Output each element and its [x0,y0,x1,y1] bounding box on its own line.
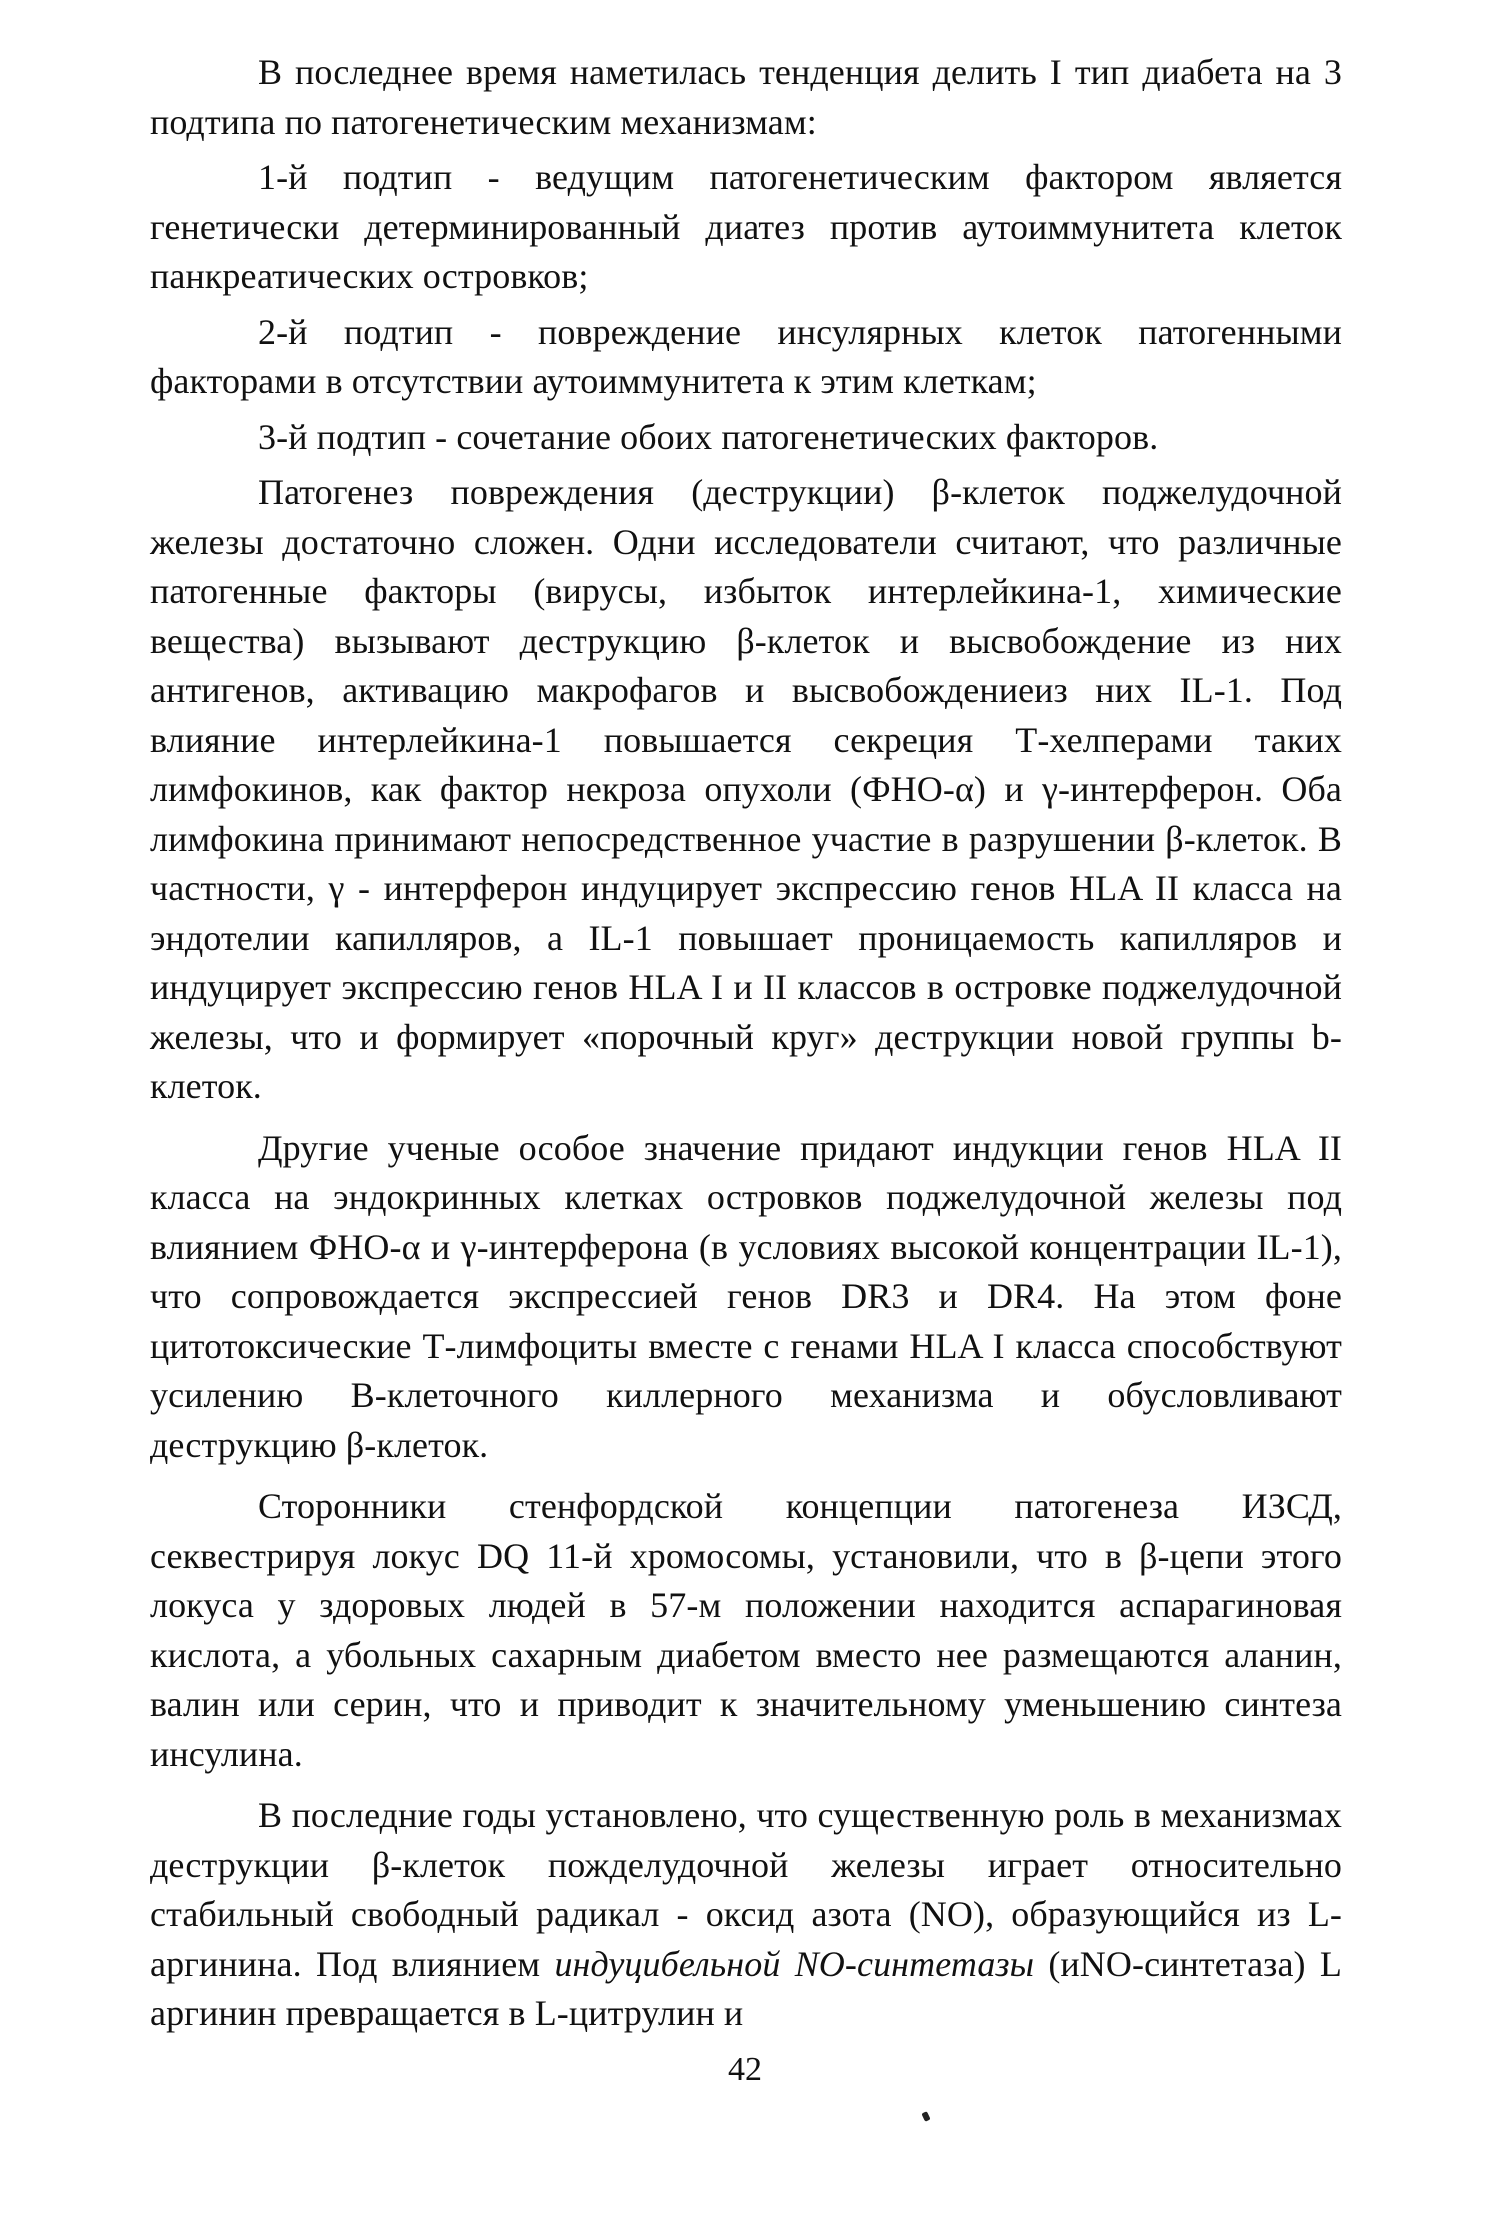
nitric-oxide-text-1: В последние годы установлено, что существенную роль в механизмах деструкции β-клеток пожделудочной железы играет относительно стабильный свободный радикал - оксид азота (NO), образующийся из L-аргинина. Под влиянием [150,1795,1342,1984]
paragraph-subtype-2: 2-й подтип - повреждение инсулярных клеток патогенными факторами в отсутствии аутоиммунитета к этим клеткам; [150,311,1342,401]
nitric-oxide-enzyme-italic: индуцибельной NO-синтетазы [554,1943,1035,1984]
paragraph-nitric-oxide [150,1791,1342,2039]
nitric-oxide-text-2: (иNO-синтетаза) L аргинин превращается в L-цитрулин и [150,1943,1342,2033]
paragraph-pathogenesis: Патогенез повреждения (деструкции) β-клеток поджелудочной железы достаточно сложен. Одни исследователи считают, что различные патогенные факторы (вирусы, избыток интерлейкина-1, химические вещества) вызывают деструкцию β-клеток и высвобождение из них антигенов, активацию макрофагов и высвобождениеиз них IL-1. Под влияние интерлейкина-1 повышается секреция Т-хелперами таких лимфокинов, как фактор некроза опухоли (ФНО-α) и γ-интерферон. Оба лимфокина принимают непосредственное участие в разрушении β-клеток. В частности, γ - интерферон индуцирует экспрессию генов HLA II класса на эндотелии капилляров, а IL-1 повышает проницаемость капилляров и индуцирует экспрессию генов HLA I и II классов в островке поджелудочной железы, что и формирует «порочный круг» деструкции новой группы b-клеток. [150,472,1342,1106]
document-page [150,48,1342,2051]
paragraph-other-scientists: Другие ученые особое значение придают индукции генов HLA II класса на эндокринных клетках островков поджелудочной железы под влиянием ФНО-α и γ-интерферона (в условиях высокой концентрации IL-1), что сопровождается экспрессией генов DR3 и DR4. На этом фоне цитотоксические Т-лимфоциты вместе с генами HLA I класса способствуют усилению В-клеточного киллерного механизма и обусловливают деструкцию β-клеток. [150,1127,1342,1465]
paragraph-stanford: Сторонники стенфордской концепции патогенеза ИЗСД, секвестрируя локус DQ 11-й хромосомы, установили, что в β-цепи этого локуса у здоровых людей в 57-м положении находится аспарагиновая кислота, а убольных сахарным диабетом вместо нее размещаются аланин, валин или серин, что и приводит к значительному уменьшению синтеза инсулина. [150,1486,1342,1774]
paragraph-intro: В последнее время наметилась тенденция делить I тип диабета на 3 подтипа по патогенетическим механизмам: [150,52,1342,142]
paragraph-subtype-1: 1-й подтип - ведущим патогенетическим фактором является генетически детерминированный диатез против аутоиммунитета клеток панкреатических островков; [150,157,1342,296]
scan-speck [921,2111,930,2122]
page-number: 42 [728,2051,762,2088]
paragraph-subtype-3: 3-й подтип - сочетание обоих патогенетических факторов. [258,416,1159,457]
